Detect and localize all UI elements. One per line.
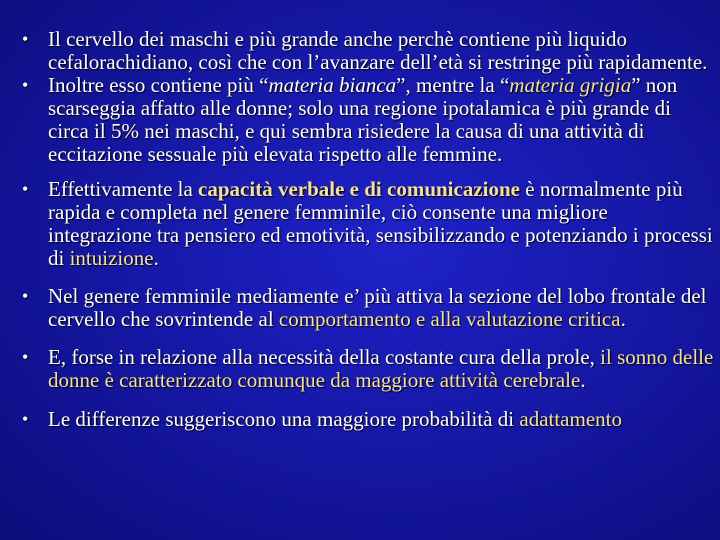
bullet-4-text-a: Nel genere femminile mediamente e’ più attiva la sezione del lobo frontale del cervello che sovrintende al	[48, 284, 707, 331]
bullet-4-highlight-comportamento: comportamento e alla valutazione critica	[278, 307, 621, 331]
bullet-5-highlight-sonno: il sonno delle donne è caratterizzato comunque da maggiore attività cerebrale	[48, 345, 714, 392]
bullet-3-highlight-intuizione: intuizione	[69, 246, 154, 270]
bullet-6-text-a: Le differenze suggeriscono una maggiore probabilità di	[48, 407, 520, 431]
bullet-list	[22, 28, 714, 431]
bullet-2-text-c: ” non scarseggia affatto alle donne; solo una regione ipotalamica è più grande di circa il 5% nei maschi, e qui sembra risiedere la causa di una attività di eccitazione sessuale più elevata rispetto alle femmine.	[48, 73, 678, 166]
bullet-item-1	[22, 28, 714, 74]
bullet-dot-icon: •	[22, 179, 29, 199]
bullet-4-text-b: .	[620, 307, 626, 331]
bullet-item-5	[22, 346, 714, 392]
bullet-1-text: Il cervello dei maschi e più grande anche perchè contiene più liquido cefalorachidiano, così che con l’avanzare dell’età si restringe più rapidamente.	[48, 27, 708, 74]
bullet-3-text-b: è normalmente più rapida e completa nel genere femminile, ciò consente una migliore integrazione tra pensiero ed emotività, sensibilizzando e potenziando i processi di	[48, 177, 713, 270]
bullet-dot-icon: •	[22, 347, 29, 367]
bullet-3-text-a: Effettivamente la	[48, 177, 199, 201]
bullet-item-4	[22, 285, 714, 331]
bullet-item-2	[22, 74, 714, 166]
bullet-5-text-b: .	[580, 368, 586, 392]
bullet-2-text-a: Inoltre esso contiene più “	[48, 73, 269, 97]
bullet-item-3	[22, 178, 714, 270]
bullet-item-6	[22, 408, 714, 431]
bullet-2-emphasis-materia-bianca: materia bianca	[268, 73, 397, 97]
bullet-5-text-a: E, forse in relazione alla necessità della costante cura della prole,	[48, 345, 601, 369]
bullet-dot-icon: •	[22, 29, 29, 49]
bullet-dot-icon: •	[22, 286, 29, 306]
bullet-3-text-c: .	[153, 246, 159, 270]
bullet-2-emphasis-materia-grigia: materia grigia	[509, 73, 632, 97]
bullet-3-highlight-capacita: capacità verbale e di comunicazione	[198, 177, 520, 201]
bullet-2-text-b: ”, mentre la “	[396, 73, 510, 97]
bullet-dot-icon: •	[22, 409, 29, 429]
bullet-dot-icon: •	[22, 75, 29, 95]
bullet-6-highlight-adattamento: adattamento	[519, 407, 622, 431]
